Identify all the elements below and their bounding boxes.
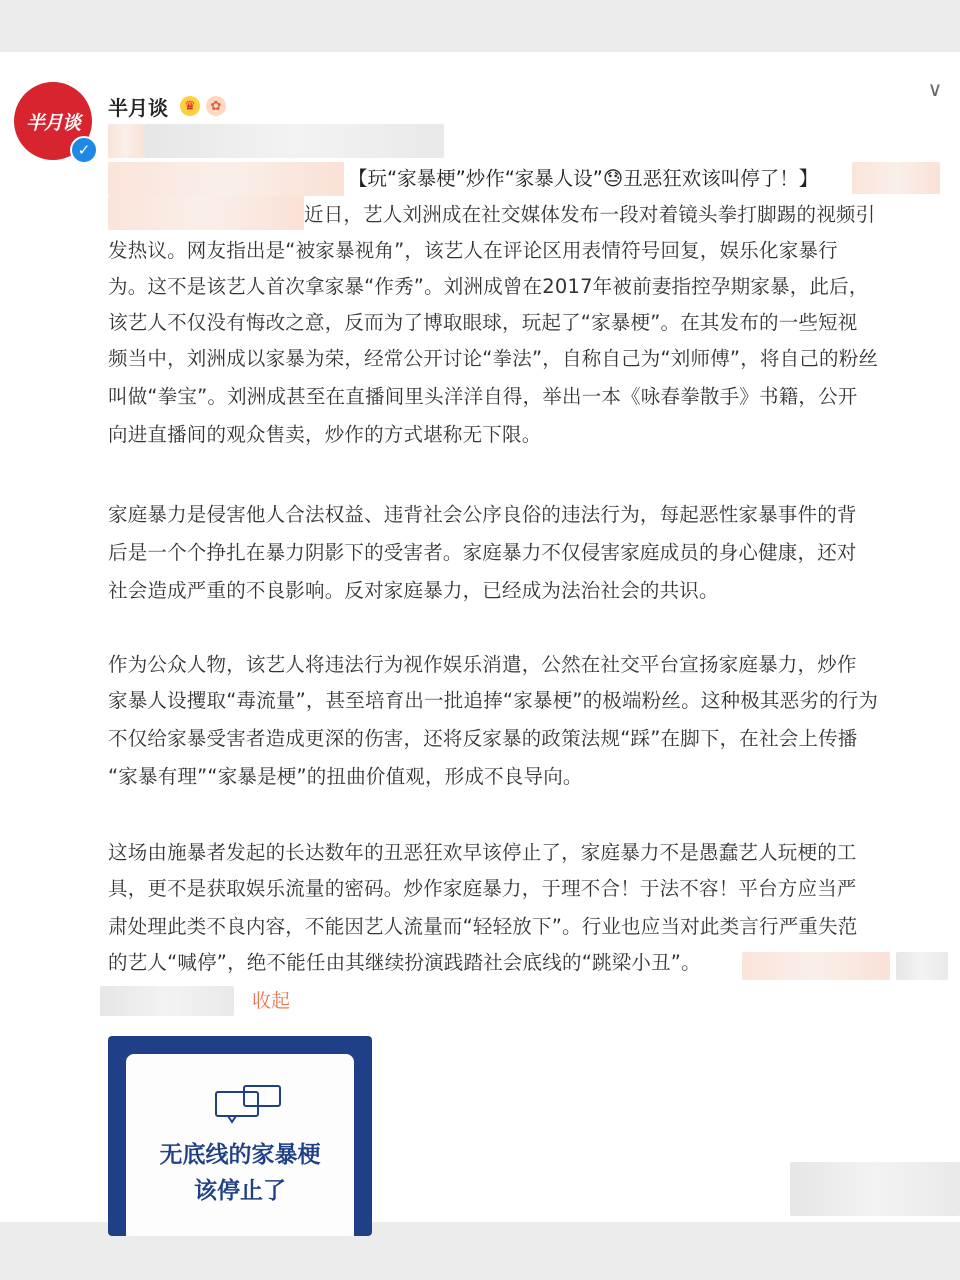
post-text-line: 具，更不是获取娱乐流量的密码。炒作家庭暴力，于理不合！于法不容！平台方应当严 xyxy=(108,877,857,900)
post-text-line: 社会造成严重的不良影响。反对家庭暴力，已经成为法治社会的共识。 xyxy=(108,579,719,602)
crown-badge-icon[interactable]: ♛ xyxy=(180,96,200,116)
post-text-line: 发热议。网友指出是“被家暴视角”，该艺人在评论区用表情符号回复，娱乐化家暴行 xyxy=(108,239,838,262)
post-text-line: 的艺人“喊停”，绝不能任由其继续扮演践踏社会底线的“跳梁小丑”。 xyxy=(108,951,701,974)
post-text-line: 肃处理此类不良内容，不能因艺人流量而“轻轻放下”。行业也应当对此类言行严重失范 xyxy=(108,915,858,938)
post-text-line: 作为公众人物，该艺人将违法行为视作娱乐消遣，公然在社交平台宣扬家庭暴力，炒作 xyxy=(108,653,857,676)
image-headline-line2: 该停止了 xyxy=(194,1177,286,1204)
redacted-block xyxy=(144,124,444,158)
post-image-inner xyxy=(126,1054,354,1236)
post-text-line: 近日，艺人刘洲成在社交媒体发布一段对着镜头拳打脚踢的视频引 xyxy=(304,203,876,226)
redacted-block xyxy=(852,162,940,194)
redacted-block xyxy=(108,196,304,230)
collapse-link[interactable]: 收起 xyxy=(252,990,291,1012)
redacted-block xyxy=(108,162,344,196)
post-text-line: 后是一个个挣扎在暴力阴影下的受害者。家庭暴力不仅侵害家庭成员的身心健康，还对 xyxy=(108,541,857,564)
chat-bubbles-icon xyxy=(214,1084,284,1124)
post-text-line: 不仅给家暴受害者造成更深的伤害，还将反家暴的政策法规“踩”在脚下，在社会上传播 xyxy=(108,727,858,750)
username[interactable]: 半月谈 xyxy=(108,96,168,120)
post-text-line: 家庭暴力是侵害他人合法权益、违背社会公序良俗的违法行为，每起恶性家暴事件的背 xyxy=(108,503,857,526)
post-image[interactable] xyxy=(108,1036,372,1236)
post-text-line: 向进直播间的观众售卖，炒作的方式堪称无下限。 xyxy=(108,423,542,446)
post-text-line: 为。这不是该艺人首次拿家暴“作秀”。刘洲成曾在2017年被前妻指控孕期家暴，此后， xyxy=(108,275,869,298)
post-text-line: 频当中，刘洲成以家暴为荣，经常公开讨论“拳法”，自称自己为“刘师傅”，将自己的粉丝 xyxy=(108,347,879,370)
avatar-text: 半月谈 xyxy=(25,111,80,134)
redacted-block xyxy=(100,986,234,1016)
fan-badge-icon[interactable]: ✿ xyxy=(206,96,226,116)
redacted-block xyxy=(108,124,144,158)
post-title: 【玩“家暴梗”炒作“家暴人设”😓丑恶狂欢该叫停了！】 xyxy=(348,167,819,190)
post-text-line: “家暴有理”“家暴是梗”的扭曲价值观，形成不良导向。 xyxy=(108,765,583,788)
verified-check-icon: ✓ xyxy=(70,136,98,164)
post-text-line: 家暴人设攫取“毒流量”，甚至培育出一批追捧“家暴梗”的极端粉丝。这种极其恶劣的行为 xyxy=(108,689,879,712)
redacted-block xyxy=(742,952,890,980)
chevron-down-icon[interactable]: ∨ xyxy=(927,77,943,101)
post-text-line: 叫做“拳宝”。刘洲成甚至在直播间里头洋洋自得，举出一本《咏春拳散手》书籍，公开 xyxy=(108,385,858,408)
redacted-block xyxy=(896,952,948,980)
post-text-line: 该艺人不仅没有悔改之意，反而为了博取眼球，玩起了“家暴梗”。在其发布的一些短视 xyxy=(108,311,858,334)
redacted-block xyxy=(790,1162,960,1216)
image-headline-line1: 无底线的家暴梗 xyxy=(159,1141,321,1168)
post-text-line: 这场由施暴者发起的长达数年的丑恶狂欢早该停止了，家庭暴力不是愚蠢艺人玩梗的工 xyxy=(108,841,857,864)
